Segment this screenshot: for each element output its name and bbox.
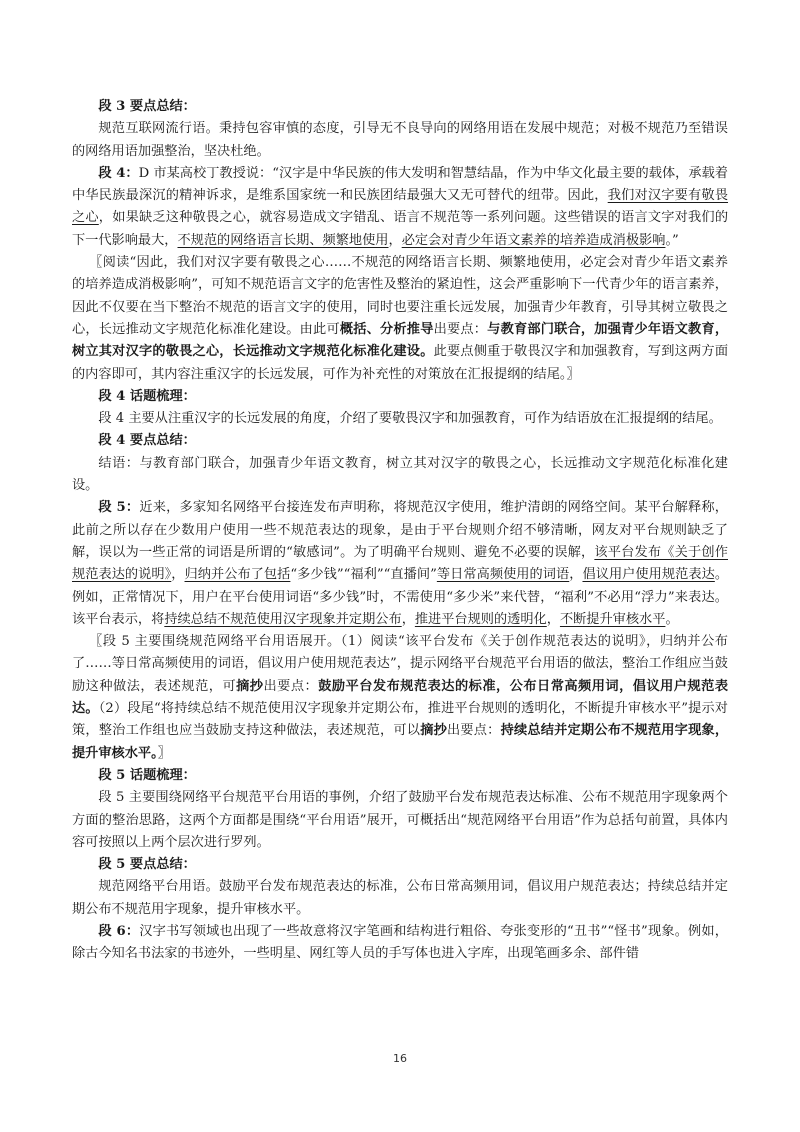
- bold-phrase: 鼓励平台发布规范表达的标准，公布日常高频用词，倡议用户规范表达。: [72, 678, 729, 717]
- section-heading: 段 5 要点总结：: [98, 857, 196, 873]
- text-run: ，: [546, 611, 560, 627]
- section-heading: 段 4 话题梳理：: [98, 388, 196, 404]
- underlined-phrase: 持续总结不规范使用汉字现象并定期公布: [164, 611, 402, 627]
- paragraph-label: 段 4：: [98, 165, 139, 181]
- bold-phrase: 持续总结并定期公布不规范用字现象，提升审核水平。: [72, 723, 729, 761]
- document-page: [72, 96, 728, 966]
- text-run: 出要点：: [433, 321, 488, 337]
- section-heading: 段 5 话题梳理：: [98, 767, 196, 783]
- text-run: 。例如，正常情况下，用户在平台使用词语“多少钱”时，不需使用“多少米”来代替，“福利”不必用“浮力”来表达。该平台表示，将: [72, 567, 729, 627]
- source-paragraph-5: [72, 497, 728, 631]
- section-heading: 段 3 要点总结：: [98, 99, 196, 114]
- text-run: 汉字书写领域也出现了一些故意将汉字笔画和结构进行粗俗、夸张变形的“丑书”“怪书”现象。例如，除古今知名书法家的书迹外，一些明星、网红等人员的手写体也进入字库，出现笔画多余、部件错: [72, 923, 728, 962]
- text-run: 〗: [157, 745, 171, 761]
- source-paragraph-4: [72, 163, 728, 252]
- topic-paragraph: 段 4 主要从注重汉字的长远发展的角度，介绍了要敬畏汉字和加强教育，可作为结语放在汇报提纲的结尾。: [98, 411, 722, 427]
- section-heading: 段 4 要点总结：: [98, 433, 196, 449]
- text-run: 近来，多家知名网络平台接连发布声明称，将规范汉字使用，维护清朗的网络空间。某平台解释称，此前之所以存在少数用户使用一些不规范表达的现象，是由于平台规则介绍不够清晰，网友对平台规则缺乏了解，误以为一些正常的词语是所谓的“敏感词”。为了明确平台规则、避免不必要的误解，: [72, 500, 728, 560]
- bold-phrase: 摘抄: [420, 723, 447, 739]
- underlined-phrase: 我们对汉字要有敬畏之心: [72, 188, 729, 226]
- bold-phrase: 与教育部门联合，加强青少年语文教育，树立其对汉字的敬畏之心，长远推动文字规范化标准化建设。: [72, 321, 729, 360]
- text-run: 。”: [665, 232, 679, 248]
- text-run: （2）段尾“将持续总结不规范使用汉字现象并定期公布，推进平台规则的透明化，不断提升审核水平”提示对策，整治工作组也应当鼓励支持这种做法，表述规范，可以: [72, 701, 728, 739]
- text-run: 。: [665, 611, 679, 627]
- underlined-phrase: 推进平台规则的透明化: [414, 611, 547, 627]
- bold-phrase: 概括、分析推导: [339, 321, 434, 337]
- underlined-phrase: 倡议用户使用规范表达: [582, 567, 715, 583]
- annotation-paragraph-5: [72, 631, 728, 765]
- bold-phrase: 摘抄: [236, 678, 264, 694]
- text-run: 〖段 5 主要围绕规范网络平台用语展开。（1）阅读“该平台发布《关于创作规范表达的说明》，归纳并公布了……等日常高频使用的词语，倡议用户使用规范表达”，提示网络平台规范平台用语的做法，整治工作组应当鼓励这种做法，表述规范，可: [72, 634, 728, 694]
- text-run: ，: [569, 567, 583, 583]
- text-run: ，: [388, 232, 402, 248]
- paragraph-label: 段 6：: [98, 923, 140, 939]
- summary-paragraph: 规范网络平台用语。鼓励平台发布规范表达的标准，公布日常高频用词，倡议用户规范表达；持续总结并定期公布不规范用字现象，提升审核水平。: [72, 879, 728, 917]
- text-run: 〖阅读“因此，我们对汉字要有敬畏之心……不规范的网络语言长期、频繁地使用，必定会对青少年语文素养的培养造成消极影响”，可知不规范语言文字的危害性及整治的紧迫性，这会严重影响下一代青少年的语言素养，因此不仅要在当下整治不规范的语言文字的使用，同时也要注重长远发展，加强青少年教育，引导其树立敬畏之心，长远推动文字规范化标准化建设。由此可: [72, 255, 728, 337]
- text-run: 此要点侧重于敬畏汉字和加强教育，写到这两方面的内容即可，其内容注重汉字的长远发展，可作为补充性的对策放在汇报提纲的结尾。〗: [72, 344, 729, 382]
- text-run: “多少钱”“福利”“直播间”: [290, 567, 437, 583]
- underlined-phrase: 必定会对青少年语文素养的培养造成消极影响: [401, 232, 666, 248]
- source-paragraph-6: [72, 921, 728, 966]
- underlined-phrase: 不规范的网络语言长期、频繁地使用: [177, 232, 389, 248]
- topic-paragraph: 段 5 主要围绕网络平台规范平台用语的事例，介绍了鼓励平台发布规范表达标准、公布不规范用字现象两个方面的整治思路，这两个方面都是围绕“平台用语”展开，可概括出“规范网络平台用语”作为总括句前置，具体内容可按照以上两个层次进行罗列。: [72, 790, 728, 850]
- text-run: ，: [171, 567, 185, 583]
- underlined-phrase: 归纳并公布了包括: [184, 567, 291, 583]
- summary-paragraph: 规范互联网流行语。秉持包容审慎的态度，引导无不良导向的网络用语在发展中规范；对极不规范乃至错误的网络用语加强整治，坚决杜绝。: [72, 121, 728, 159]
- page-number: 16: [393, 1052, 407, 1065]
- text-run: D 市某高校丁教授说：“汉字是中华民族的伟大发明和智慧结晶，作为中华文化最主要的载体，承载着中华民族最深沉的精神诉求，是维系国家统一和民族团结最强大又无可替代的纽带。因此，: [72, 165, 728, 204]
- text-run: ，: [401, 611, 415, 627]
- underlined-phrase: 不断提升审核水平: [559, 611, 666, 627]
- underlined-phrase: 该平台发布《关于创作规范表达的说明》: [72, 544, 728, 583]
- annotation-paragraph-4: [72, 252, 728, 386]
- text-run: 出要点：: [263, 678, 319, 694]
- text-run: 出要点：: [447, 723, 501, 739]
- underlined-phrase: 等日常高频使用的词语: [436, 567, 570, 583]
- summary-paragraph: 结语：与教育部门联合，加强青少年语文教育，树立其对汉字的敬畏之心，长远推动文字规范化标准化建设。: [72, 455, 728, 494]
- paragraph-label: 段 5：: [98, 500, 140, 516]
- text-run: ，如果缺乏这种敬畏之心，就容易造成文字错乱、语言不规范等一系列问题。这些错误的语言文字对我们的下一代影响最大，: [72, 210, 729, 248]
